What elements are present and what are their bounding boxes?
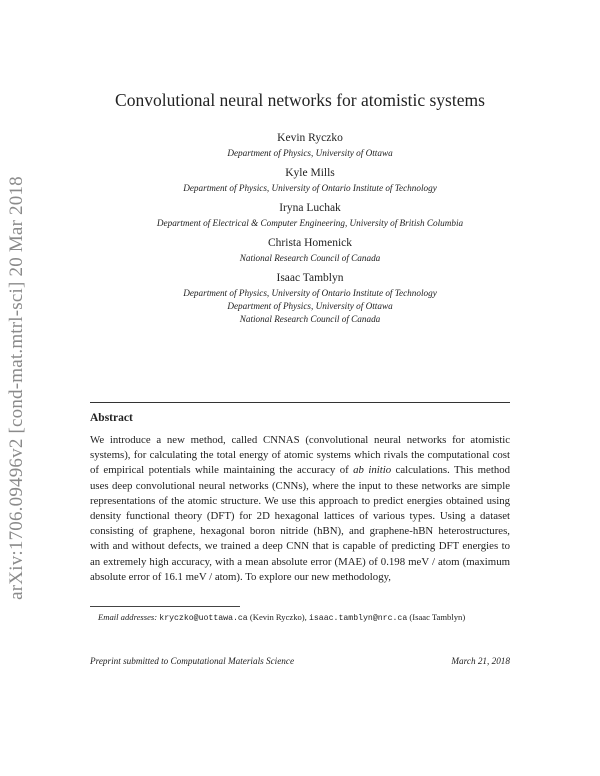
author-affiliation: Department of Electrical & Computer Engineering, University of British Columbia <box>156 218 464 228</box>
email-link[interactable]: isaac.tamblyn@nrc.ca <box>308 614 408 623</box>
abstract-italic-text: ab initio <box>353 464 392 477</box>
arxiv-stamp-area <box>2 176 32 600</box>
abstract-heading: Abstract <box>90 412 133 424</box>
author-affiliation: Department of Physics, University of Ottawa <box>227 148 393 158</box>
footnote-label: Email addresses: <box>98 612 158 622</box>
author-affiliation: National Research Council of Canada <box>239 314 381 324</box>
abstract-body <box>90 433 510 585</box>
footnote <box>90 611 510 626</box>
author-name: Kevin Ryczko <box>277 132 343 144</box>
paper-title: Convolutional neural networks for atomistic systems <box>115 90 485 110</box>
author-affiliation: National Research Council of Canada <box>239 253 381 263</box>
author-name: Iryna Luchak <box>279 202 341 214</box>
author-name: Isaac Tamblyn <box>276 272 344 284</box>
author-list <box>100 126 520 331</box>
footnote-text: (Kevin Ryczko), <box>247 612 309 622</box>
footnote-text: (Isaac Tamblyn) <box>407 612 466 622</box>
footnote-rule <box>90 606 240 607</box>
abstract-text: We introduce a new method, called CNNAS (convolutional neural networks for atomistic systems), for calculating the total energy of atomic systems which rivals the computational cost of empirical potentials while maintaining the accuracy of <box>90 434 510 477</box>
author-affiliation: Department of Physics, University of Ontario Institute of Technology <box>183 288 437 298</box>
author-block <box>100 165 520 195</box>
abstract-text: calculations. This method uses deep convolutional neural networks (CNNs), where the input to these networks are simple representations of the atomic structure. We use this approach to predict energies obtained using density functional theory (DFT) for 2D hexagonal lattices of various types. Using a dataset consisting of graphene, hexagonal boron nitride (hBN), and graphene-hBN heterostructures, with and without defects, we trained a deep CNN that is capable of predicting DFT energies to an extremely high accuracy, with a mean absolute error (MAE) of 0.198 meV / atom (maximum absolute error of 16.1 meV / atom). To explore our new methodology, <box>90 464 511 583</box>
author-name: Christa Homenick <box>268 237 352 249</box>
author-affiliation: Department of Physics, University of Ottawa <box>227 301 393 311</box>
author-name: Kyle Mills <box>285 167 335 179</box>
arxiv-identifier[interactable]: arXiv:1706.09496v2 [cond-mat.mtrl-sci] 20 Mar 2018 <box>6 176 27 600</box>
journal-footer: Preprint submitted to Computational Materials Science <box>90 656 295 666</box>
email-link[interactable]: kryczko@uottawa.ca <box>159 614 248 623</box>
author-block <box>100 235 520 265</box>
author-block <box>100 200 520 230</box>
date-footer: March 21, 2018 <box>451 656 510 666</box>
abstract-top-rule <box>90 402 510 403</box>
author-block <box>100 270 520 326</box>
author-block <box>100 130 520 160</box>
author-affiliation: Department of Physics, University of Ontario Institute of Technology <box>183 183 437 193</box>
